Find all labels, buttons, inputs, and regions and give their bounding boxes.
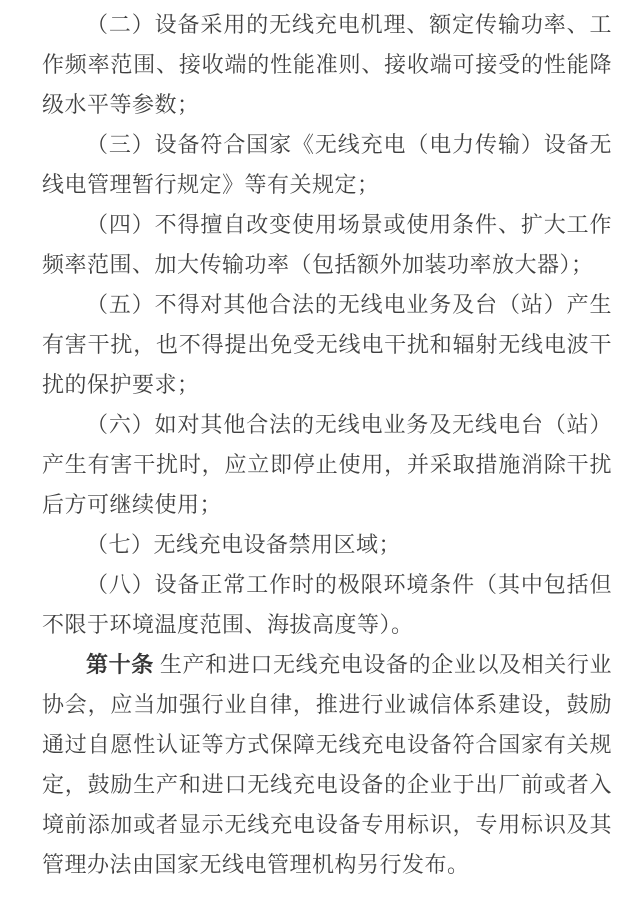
paragraph: （四）不得擅自改变使用场景或使用条件、扩大工作频率范围、加大传输功率（包括额外加装功率放大器）； xyxy=(42,212,612,277)
paragraph: （三）设备符合国家《无线充电（电力传输）设备无线电管理暂行规定》等有关规定； xyxy=(42,132,612,197)
article-number: 第十条 xyxy=(86,652,154,677)
paragraph: （五）不得对其他合法的无线电业务及台（站）产生有害干扰，也不得提出免受无线电干扰和辐射无线电波干扰的保护要求； xyxy=(42,292,612,397)
paragraph: 第十条 生产和进口无线充电设备的企业以及相关行业协会，应当加强行业自律，推进行业诚信体系建设，鼓励通过自愿性认证等方式保障无线充电设备符合国家有关规定，鼓励生产和进口无线充电设备的企业于出厂前或者入境前添加或者显示无线充电设备专用标识，专用标识及其管理办法由国家无线电管理机构另行发布。 xyxy=(42,652,612,877)
paragraph: （七）无线充电设备禁用区域； xyxy=(86,532,402,557)
paragraph: （八）设备正常工作时的极限环境条件（其中包括但不限于环境温度范围、海拔高度等）。 xyxy=(42,572,612,637)
document-body xyxy=(42,5,612,885)
paragraph: （六）如对其他合法的无线电业务及无线电台（站）产生有害干扰时，应立即停止使用，并采取措施消除干扰后方可继续使用； xyxy=(42,412,612,517)
paragraph: （二）设备采用的无线充电机理、额定传输功率、工作频率范围、接收端的性能准则、接收端可接受的性能降级水平等参数； xyxy=(42,12,612,117)
